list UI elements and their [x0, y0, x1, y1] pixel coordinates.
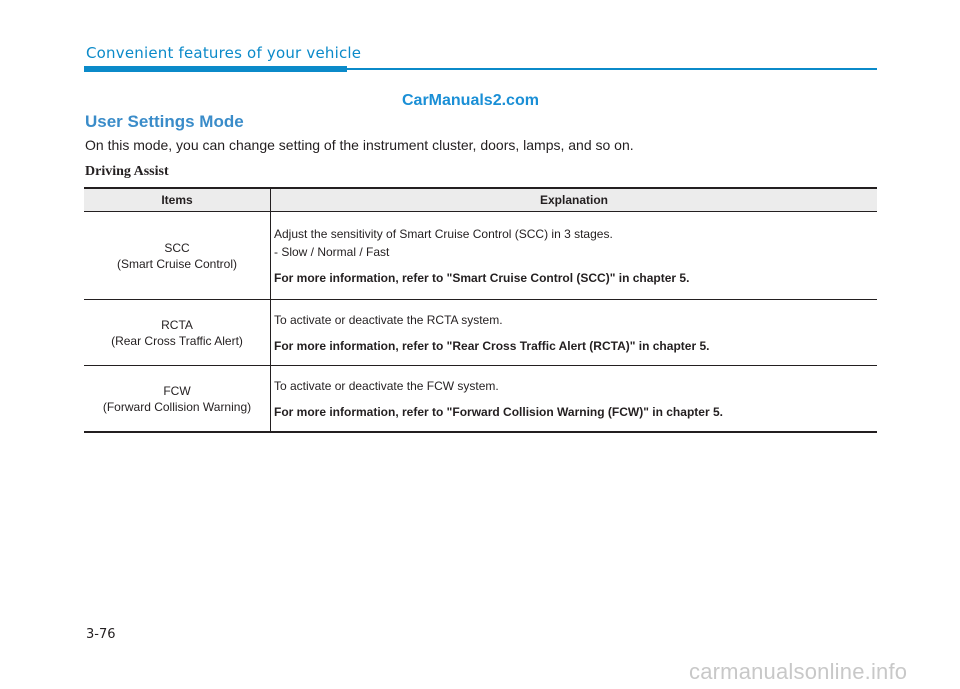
explanation-reference: For more information, refer to "Forward Collision Warning (FCW)" in chapter 5.	[274, 404, 723, 419]
table-row	[84, 212, 877, 300]
table-header-row	[84, 188, 877, 212]
explanation-reference: For more information, refer to "Rear Cross Traffic Alert (RCTA)" in chapter 5.	[274, 338, 710, 353]
item-cell	[84, 366, 271, 433]
watermark-bottom: carmanualsonline.info	[689, 659, 908, 684]
explanation-reference: For more information, refer to "Smart Cruise Control (SCC)" in chapter 5.	[274, 270, 690, 285]
item-cell	[84, 212, 271, 300]
table-row	[84, 366, 877, 433]
header-rule-thin	[347, 68, 877, 70]
chapter-header: Convenient features of your vehicle	[86, 44, 362, 62]
header-explanation: Explanation	[271, 188, 878, 212]
header-items: Items	[84, 188, 271, 212]
intro-text: On this mode, you can change setting of the instrument cluster, doors, lamps, and so on.	[85, 137, 634, 153]
subsection-title: Driving Assist	[85, 164, 169, 179]
explanation-cell	[271, 300, 878, 366]
item-name: RCTA	[161, 317, 193, 332]
table-row	[84, 300, 877, 366]
page-number: 3-76	[86, 627, 116, 642]
settings-table	[84, 187, 877, 433]
explanation-cell	[271, 366, 878, 433]
explanation-options: - Slow / Normal / Fast	[274, 244, 390, 259]
item-name: FCW	[163, 383, 191, 398]
header-rule-thick	[84, 66, 347, 72]
section-title: User Settings Mode	[85, 112, 244, 131]
item-cell	[84, 300, 271, 366]
explanation-text: To activate or deactivate the FCW system.	[274, 378, 499, 393]
watermark-top: CarManuals2.com	[402, 92, 539, 109]
item-fullname: (Forward Collision Warning)	[102, 399, 252, 414]
item-fullname: (Smart Cruise Control)	[116, 256, 238, 271]
item-fullname: (Rear Cross Traffic Alert)	[111, 333, 243, 348]
explanation-cell	[271, 212, 878, 300]
item-name: SCC	[164, 240, 190, 255]
explanation-text: To activate or deactivate the RCTA system.	[274, 312, 503, 327]
explanation-text: Adjust the sensitivity of Smart Cruise Control (SCC) in 3 stages.	[274, 226, 613, 241]
